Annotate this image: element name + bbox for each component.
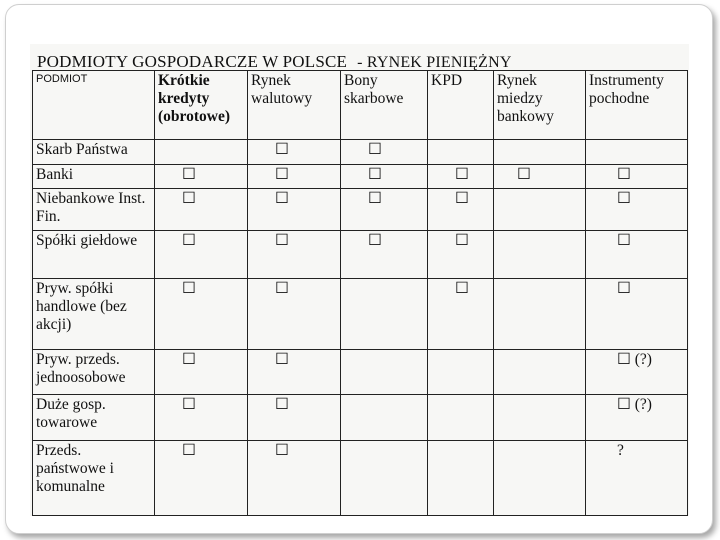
cell-value: ☐: [368, 231, 382, 249]
table-cell: [341, 140, 428, 165]
cell-value: ☐: [182, 231, 196, 249]
table-cell: [248, 164, 341, 189]
cell-value: [497, 280, 517, 297]
cell-value: ?: [617, 441, 624, 459]
cell-value: ☐: [455, 165, 469, 183]
table-cell: [586, 440, 688, 515]
table-cell: [341, 189, 428, 230]
cell-value: [431, 442, 455, 459]
table-cell: [428, 279, 494, 350]
table-cell: [586, 230, 688, 278]
cell-value: ☐: [617, 231, 631, 249]
subtitle-text: - RYNEK PIENIĘŻNY: [357, 54, 512, 71]
table-cell: [428, 440, 494, 515]
table-cell: [494, 395, 586, 440]
table-cell: [428, 350, 494, 395]
cell-value: ☐: [275, 190, 289, 208]
table-row: [33, 140, 688, 165]
table-cell: [428, 189, 494, 230]
cell-value: [589, 141, 617, 158]
cell-value: [497, 442, 517, 459]
cell-value: [344, 351, 368, 368]
market-table: [32, 70, 688, 516]
table-cell: [586, 164, 688, 189]
row-subject: Skarb Państwa: [33, 140, 155, 165]
cell-value: ☐: [275, 441, 289, 459]
table-cell: [155, 395, 248, 440]
row-subject: Spółki giełdowe: [33, 230, 155, 278]
table-cell: [586, 140, 688, 165]
cell-value: [431, 396, 455, 413]
table-cell: [428, 164, 494, 189]
title-text: PODMIOTY GOSPODARCZE W POLSCE: [37, 52, 348, 71]
cell-value: ☐: [455, 231, 469, 249]
cell-value: [497, 141, 517, 158]
table-cell: [494, 440, 586, 515]
cell-value: [497, 351, 517, 368]
table-cell: [494, 279, 586, 350]
cell-value: ☐: [455, 190, 469, 208]
page-title: [37, 52, 512, 72]
table-cell: [155, 164, 248, 189]
table-row: [33, 350, 688, 395]
table-cell: [341, 440, 428, 515]
table-cell: [248, 440, 341, 515]
header-cell: Krótkie kredyty (obrotowe): [155, 71, 248, 140]
table-cell: [341, 230, 428, 278]
cell-value: [497, 396, 517, 413]
cell-value: [431, 351, 455, 368]
table-cell: [494, 189, 586, 230]
header-cell: Rynek walutowy: [248, 71, 341, 140]
table-cell: [248, 350, 341, 395]
table-cell: [341, 350, 428, 395]
cell-value: ☐ (?): [617, 396, 652, 414]
table-cell: [494, 350, 586, 395]
table-cell: [494, 140, 586, 165]
cell-value: ☐: [275, 280, 289, 298]
cell-value: [431, 141, 455, 158]
table-cell: [586, 350, 688, 395]
cell-value: ☐ (?): [617, 351, 652, 369]
cell-value: ☐: [275, 231, 289, 249]
row-subject: Przeds. państwowe i komunalne: [33, 440, 155, 515]
row-subject: Banki: [33, 164, 155, 189]
cell-value: ☐: [368, 165, 382, 183]
cell-value: [344, 280, 368, 297]
table-row: [33, 230, 688, 278]
table-row: [33, 440, 688, 515]
table-cell: [248, 279, 341, 350]
cell-value: [158, 141, 182, 158]
row-subject: Niebankowe Inst. Fin.: [33, 189, 155, 230]
cell-value: ☐: [182, 351, 196, 369]
table-cell: [155, 279, 248, 350]
cell-value: [344, 442, 368, 459]
cell-value: ☐: [182, 190, 196, 208]
table-cell: [248, 395, 341, 440]
table-cell: [341, 164, 428, 189]
cell-value: ☐: [368, 141, 382, 158]
cell-value: ☐: [182, 441, 196, 459]
table-cell: [248, 140, 341, 165]
row-subject: Duże gosp. towarowe: [33, 395, 155, 440]
table-cell: [341, 279, 428, 350]
table-row: [33, 279, 688, 350]
cell-value: ☐: [455, 280, 469, 298]
cell-value: ☐: [182, 165, 196, 183]
cell-value: [497, 232, 517, 249]
table-cell: [494, 230, 586, 278]
cell-value: ☐: [617, 190, 631, 208]
cell-value: ☐: [275, 141, 289, 158]
header-cell: Bony skarbowe: [341, 71, 428, 140]
header-cell: PODMIOT: [33, 71, 155, 140]
table-row: [33, 189, 688, 230]
row-subject: Pryw. przeds. jednoosobowe: [33, 350, 155, 395]
table-cell: [248, 230, 341, 278]
table-cell: [494, 164, 586, 189]
table-cell: [586, 395, 688, 440]
cell-value: ☐: [182, 396, 196, 414]
table-cell: [428, 395, 494, 440]
table-cell: [428, 230, 494, 278]
table-row: [33, 395, 688, 440]
header-cell: Instrumenty pochodne: [586, 71, 688, 140]
table-cell: [155, 440, 248, 515]
table-cell: [248, 189, 341, 230]
cell-value: [497, 190, 517, 207]
table-cell: [428, 140, 494, 165]
table-cell: [586, 189, 688, 230]
table-row: [33, 164, 688, 189]
table-cell: [586, 279, 688, 350]
table-cell: [155, 140, 248, 165]
header-cell: Rynek miedzy bankowy: [494, 71, 586, 140]
row-subject: Pryw. spółki handlowe (bez akcji): [33, 279, 155, 350]
cell-value: [344, 396, 368, 413]
cell-value: ☐: [275, 351, 289, 369]
table-cell: [155, 350, 248, 395]
header-cell: KPD: [428, 71, 494, 140]
table-cell: [341, 395, 428, 440]
table-cell: [155, 230, 248, 278]
cell-value: ☐: [275, 165, 289, 183]
cell-value: ☐: [368, 190, 382, 208]
cell-value: ☐: [517, 165, 531, 183]
cell-value: ☐: [617, 280, 631, 298]
cell-value: ☐: [182, 280, 196, 298]
table-cell: [155, 189, 248, 230]
cell-value: ☐: [617, 165, 631, 183]
cell-value: ☐: [275, 396, 289, 414]
header-row: [33, 71, 688, 140]
